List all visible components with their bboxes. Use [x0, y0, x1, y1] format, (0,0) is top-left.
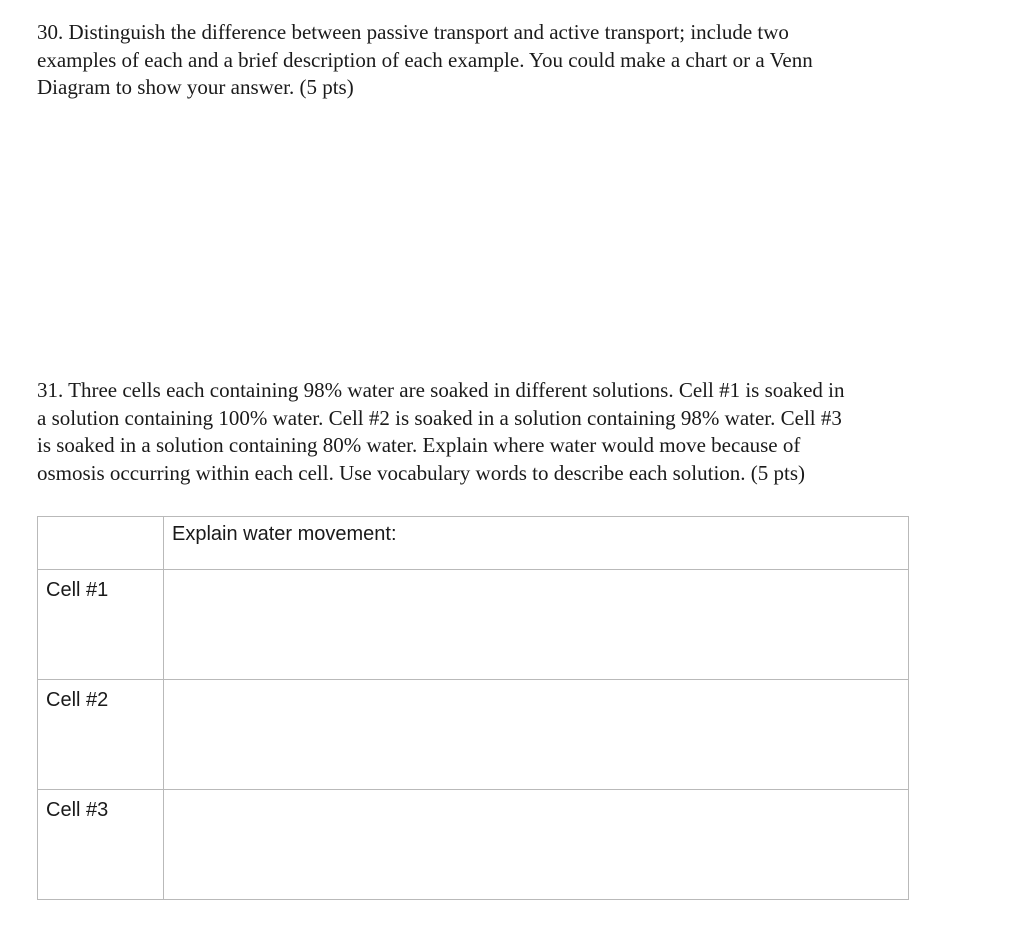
question-30-line: 30. Distinguish the difference between passive transport and active transport; include two	[37, 20, 789, 44]
table-corner-cell	[38, 517, 164, 570]
cell-3-answer-field[interactable]	[164, 790, 909, 900]
explain-header-cell: Explain water movement:	[164, 517, 909, 570]
question-31-line: 31. Three cells each containing 98% water are soaked in different solutions. Cell #1 is soaked in	[37, 378, 845, 402]
question-31-line: osmosis occurring within each cell. Use vocabulary words to describe each solution. (5 pts)	[37, 460, 806, 485]
question-30	[37, 19, 813, 102]
question-31	[37, 377, 845, 487]
table-row-cell-1	[38, 570, 909, 680]
cell-1-label: Cell #1	[38, 570, 164, 680]
question-31-line: is soaked in a solution containing 80% water. Explain where water would move because of	[37, 433, 801, 457]
question-30-line: Diagram to show your answer. (5 pts)	[37, 75, 354, 99]
question-31-line: a solution containing 100% water. Cell #2 is soaked in a solution containing 98% water. Cell #3	[37, 405, 842, 430]
table-row-cell-2	[38, 680, 909, 790]
question-30-line: examples of each and a brief description of each example. You could make a chart or a Venn	[37, 47, 813, 72]
cell-2-answer-field[interactable]	[164, 680, 909, 790]
cell-1-answer-field[interactable]	[164, 570, 909, 680]
table-row-cell-3	[38, 790, 909, 900]
water-movement-table	[37, 516, 909, 900]
cell-3-label: Cell #3	[38, 790, 164, 900]
cell-2-label: Cell #2	[38, 680, 164, 790]
table-header-row	[38, 517, 909, 570]
